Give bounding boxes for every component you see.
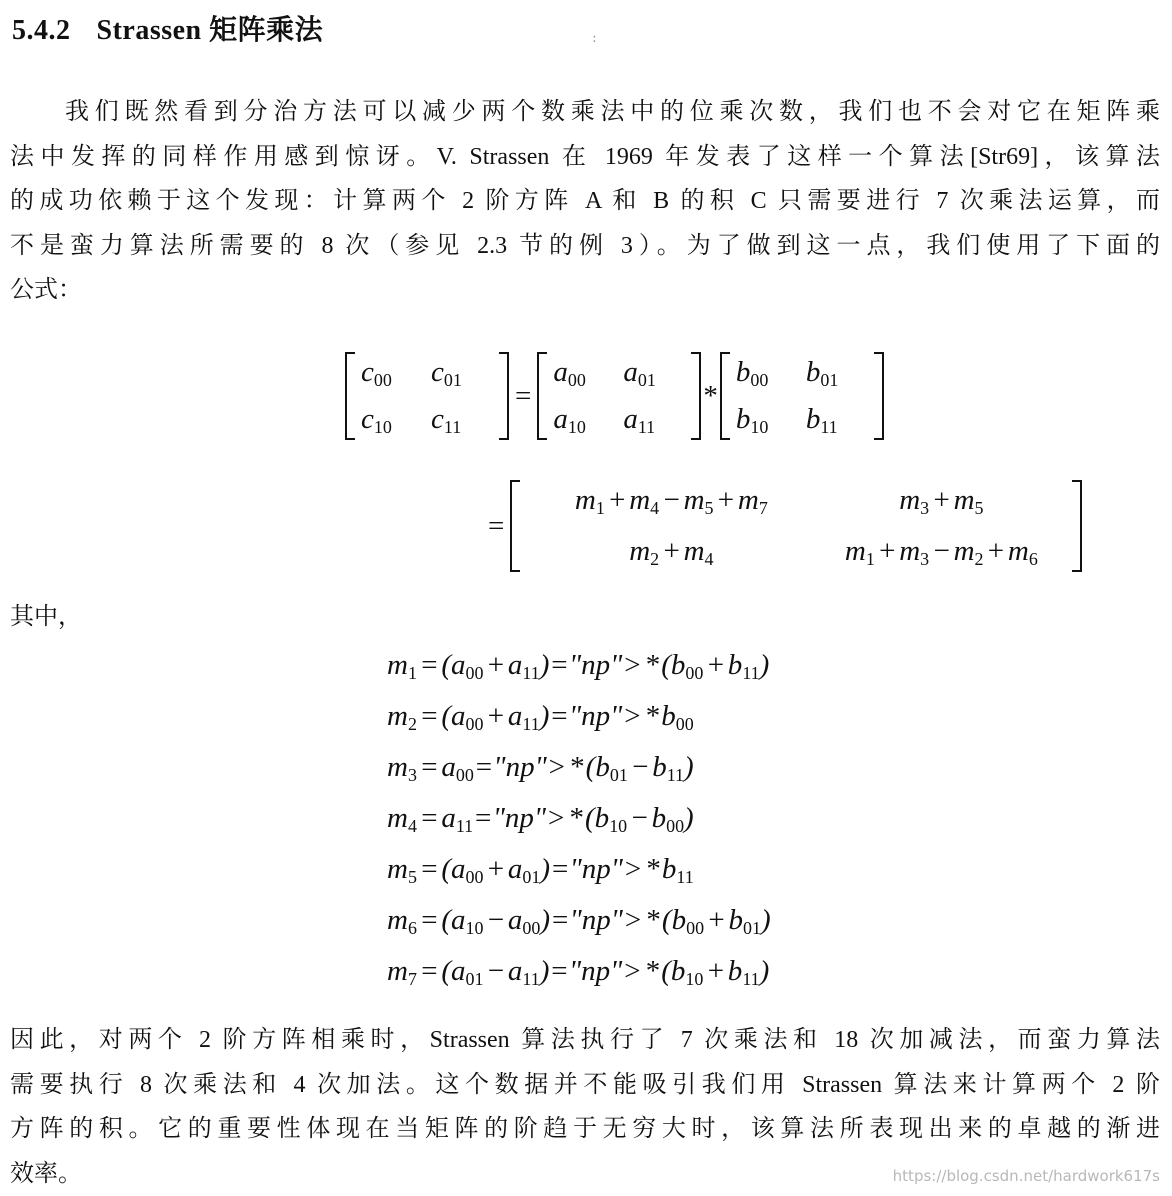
matrix-cell: $m_1$ + $m_3$ − $m_2$ + $m_6$ [816,535,1066,568]
outro-line: 方阵的积。它的重要性体现在当矩阵的阶趋于无穷大时，该算法所表现出来的卓越的渐进 [10,1107,1160,1152]
matrix-cell: $a_{10}$ [553,403,623,436]
matrix-cell: $c_{00}$ [361,356,431,389]
section-heading [12,8,323,48]
matrix-cell: $a_{11}$ [623,403,685,436]
section-title-cjk: 矩阵乘法 [209,13,323,46]
intro-line: 法中发挥的同样作用感到惊讶。V. Strassen 在 1969 年发表了这样一个算法[Str69]，该算法 [10,135,1160,180]
intro-line: 不是蛮力算法所需要的 8 次（参见 2.3 节的例 3）。为了做到这一点，我们使用了下面的 [10,224,1160,269]
where-text: 其中， [10,595,1160,640]
matrix-cell: $a_{00}$ [553,356,623,389]
matrix-cell: $b_{11}$ [806,403,868,436]
matrix-cell: $a_{01}$ [623,356,685,389]
matrix-cell: $b_{10}$ [736,403,806,436]
formula-line: $m_5$ = ($a_{00}$ + $a_{01})="np">$ * $b_{11}$ [387,844,771,895]
watermark: https://blog.csdn.net/hardwork617s [893,1167,1160,1185]
outro-line: 效率。 [10,1152,1160,1196]
stray-mark: : [592,30,597,46]
where-label [10,595,1160,640]
formula-line: $m_6$ = ($a_{10}$ − $a_{00})="np">$ * ($b_{00}$ + $b_{01}$) [387,895,771,946]
intro-paragraph [10,90,1160,313]
equals-sign: = [515,380,531,413]
intro-line: 我们既然看到分治方法可以减少两个数乘法中的位乘次数，我们也不会对它在矩阵乘 [10,90,1160,135]
formula-line: $m_2$ = ($a_{00}$ + $a_{11})="np">$ * $b_{00}$ [387,691,771,742]
outro-line: 因此，对两个 2 阶方阵相乘时，Strassen 算法执行了 7 次乘法和 18 次加减法，而蛮力算法 [10,1018,1160,1063]
matrix-cell: $c_{10}$ [361,403,431,436]
matrix-cell: $c_{01}$ [431,356,493,389]
matrix-result [510,480,1082,572]
formula-line: $m_7$ = ($a_{01}$ − $a_{11})="np">$ * ($b_{10}$ + $b_{11}$) [387,946,771,997]
intro-line: 的成功依赖于这个发现：计算两个 2 阶方阵 A 和 B 的积 C 只需要进行 7 次乘法运算，而 [10,179,1160,224]
outro-line: 需要执行 8 次乘法和 4 次加法。这个数据并不能吸引我们用 Strassen 算法来计算两个 2 阶 [10,1063,1160,1108]
matrix-cell: $m_2$ + $m_4$ [526,535,816,568]
times-sign: * [703,380,718,413]
matrix-equation [345,352,884,440]
matrix-cell: $m_1$ + $m_4$ − $m_5$ + $m_7$ [526,484,816,517]
intro-line: 公式： [10,268,1160,313]
equals-sign: = [488,510,504,543]
section-title-latin: Strassen [97,15,202,46]
result-equation [482,480,1082,572]
formula-line: $m_4$ = $a_{11}="np">$ * ($b_{10}$ − $b_{00}$) [387,793,771,844]
matrix-c [345,352,509,440]
formula-line: $m_1$ = ($a_{00}$ + $a_{11})="np">$ * ($b_{00}$ + $b_{11}$) [387,640,771,691]
matrix-cell: $b_{01}$ [806,356,868,389]
matrix-cell: $c_{11}$ [431,403,493,436]
section-number: 5.4.2 [12,15,71,46]
matrix-b [720,352,884,440]
matrix-cell: $m_3$ + $m_5$ [816,484,1066,517]
matrix-a [537,352,701,440]
formula-line: $m_3$ = $a_{00}="np">$ * ($b_{01}$ − $b_{11}$) [387,742,771,793]
formula-list [387,640,771,997]
matrix-cell: $b_{00}$ [736,356,806,389]
